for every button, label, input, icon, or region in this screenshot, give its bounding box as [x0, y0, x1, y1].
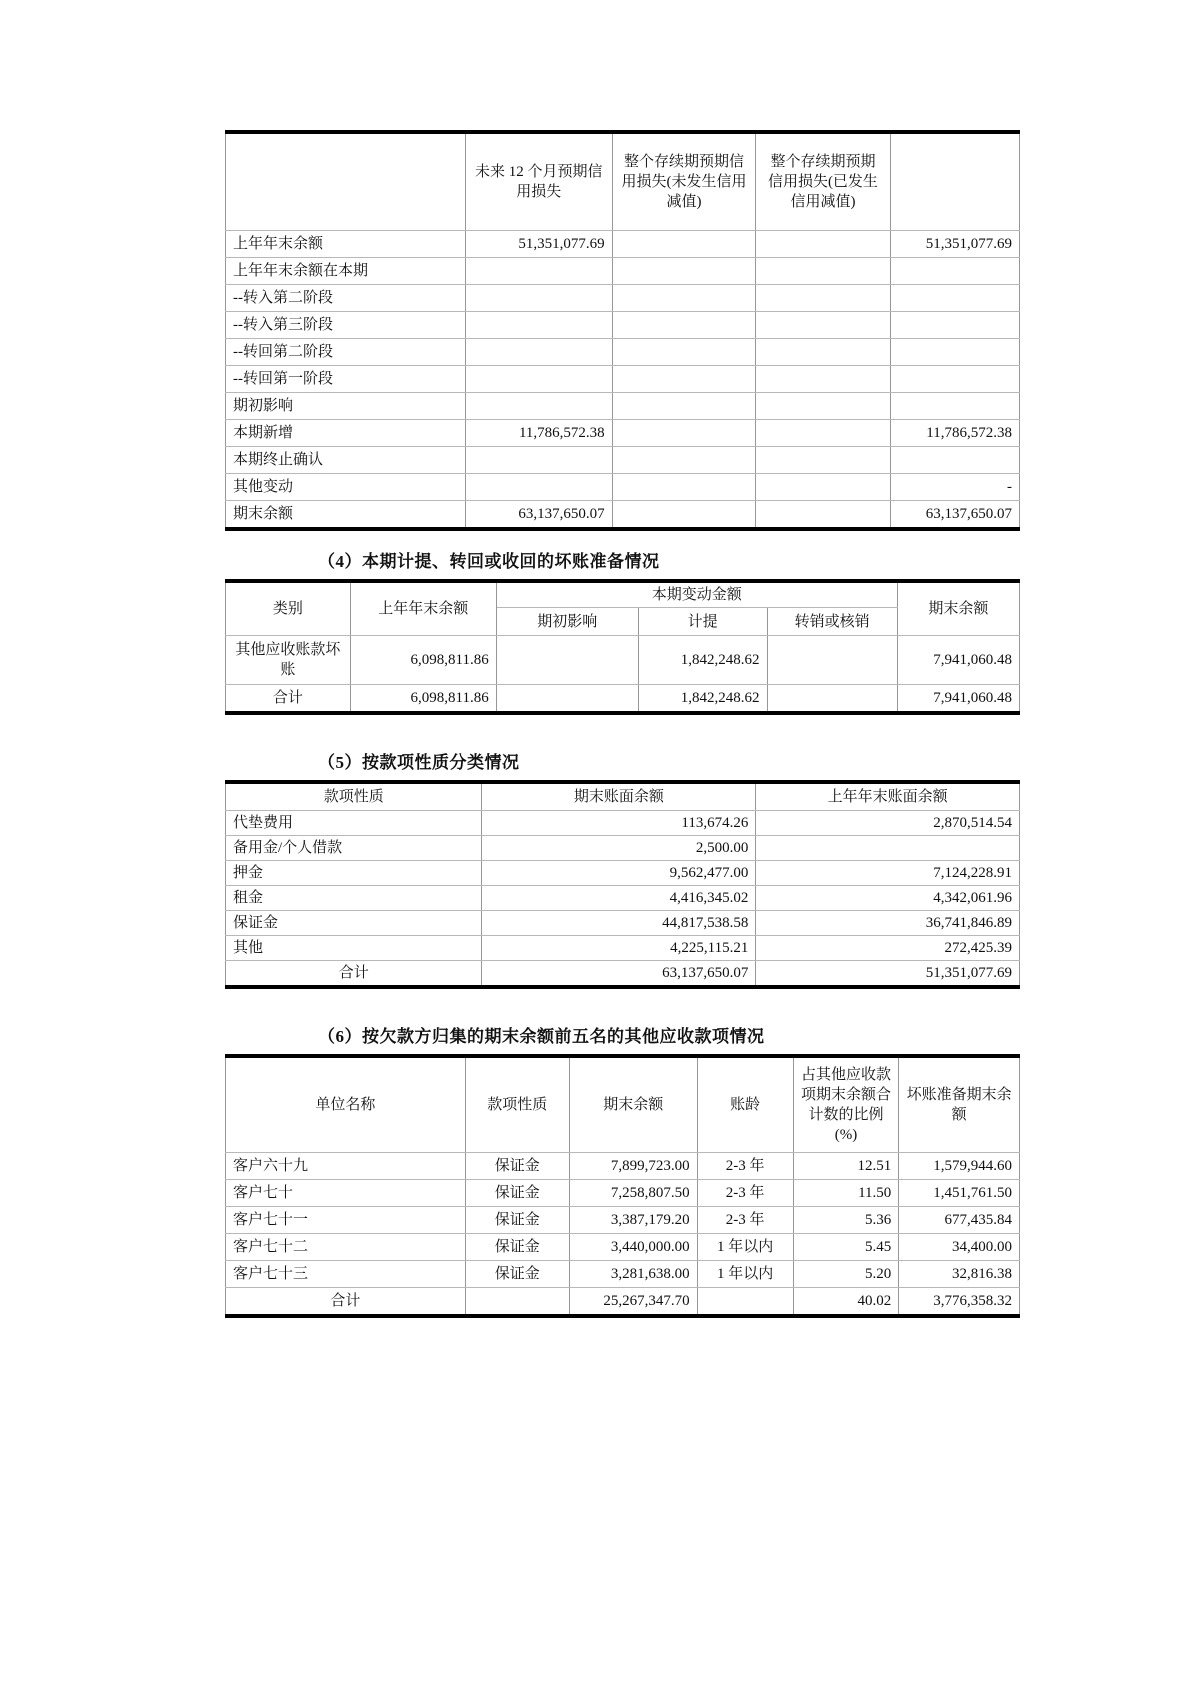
- table-row: [226, 636, 1020, 685]
- column-header-entity-name: 单位名称: [226, 1056, 466, 1153]
- row-label: 保证金: [226, 911, 482, 936]
- amount-cell: 32,816.38: [899, 1261, 1020, 1288]
- amount-cell: 4,342,061.96: [756, 886, 1020, 911]
- column-header-aging: 账龄: [697, 1056, 793, 1153]
- amount-cell: [612, 231, 756, 258]
- amount-cell: [612, 339, 756, 366]
- aging-cell: 1 年以内: [697, 1234, 793, 1261]
- table-row: [226, 231, 1020, 258]
- row-label: 其他变动: [226, 474, 466, 501]
- amount-cell: -: [890, 474, 1019, 501]
- amount-cell: [756, 501, 890, 530]
- column-header-change-group: 本期变动金额: [496, 581, 897, 608]
- row-label: 上年年末余额: [226, 231, 466, 258]
- amount-cell: [890, 312, 1019, 339]
- column-header-blank: [226, 132, 466, 231]
- amount-cell: [767, 685, 897, 714]
- amount-cell: [465, 474, 612, 501]
- amount-cell: 272,425.39: [756, 936, 1020, 961]
- column-header-opening-impact: 期初影响: [496, 608, 638, 636]
- report-content: [225, 130, 1020, 1318]
- amount-cell: [465, 393, 612, 420]
- amount-cell: 11,786,572.38: [465, 420, 612, 447]
- table-row: [226, 1207, 1020, 1234]
- column-header-ratio: 占其他应收款项期末余额合计数的比例(%): [793, 1056, 899, 1153]
- nature-cell: 保证金: [465, 1180, 569, 1207]
- column-header-prev-year-end: 上年年末余额: [350, 581, 496, 636]
- column-header-period-end-balance: 期末余额: [569, 1056, 697, 1153]
- table-row: [226, 886, 1020, 911]
- table-row: [226, 312, 1020, 339]
- amount-cell: 7,941,060.48: [897, 636, 1019, 685]
- table-row: [226, 447, 1020, 474]
- section-6-title: （6）按欠款方归集的期末余额前五名的其他应收款项情况: [318, 1027, 765, 1046]
- amount-cell: 113,674.26: [482, 811, 756, 836]
- nature-cell: 保证金: [465, 1261, 569, 1288]
- ecl-stage-movement-table: [225, 130, 1020, 531]
- table-row: [226, 1261, 1020, 1288]
- amount-cell: [756, 420, 890, 447]
- amount-cell: [612, 393, 756, 420]
- table-row: [226, 1234, 1020, 1261]
- column-header-category: 类别: [226, 581, 351, 636]
- amount-cell: 63,137,650.07: [890, 501, 1019, 530]
- amount-cell: [756, 447, 890, 474]
- table-row: [226, 339, 1020, 366]
- amount-cell: 677,435.84: [899, 1207, 1020, 1234]
- amount-cell: [612, 420, 756, 447]
- amount-cell: 6,098,811.86: [350, 636, 496, 685]
- amount-cell: [890, 339, 1019, 366]
- amount-cell: [465, 258, 612, 285]
- total-row: [226, 685, 1020, 714]
- amount-cell: 4,416,345.02: [482, 886, 756, 911]
- amount-cell: 9,562,477.00: [482, 861, 756, 886]
- table-row: [226, 366, 1020, 393]
- row-label: 客户七十三: [226, 1261, 466, 1288]
- row-label: 合计: [226, 1288, 466, 1317]
- row-label: 客户七十一: [226, 1207, 466, 1234]
- amount-cell: [890, 285, 1019, 312]
- amount-cell: 44,817,538.58: [482, 911, 756, 936]
- amount-cell: 63,137,650.07: [465, 501, 612, 530]
- amount-cell: [465, 366, 612, 393]
- table-row: [226, 836, 1020, 861]
- amount-cell: 1,579,944.60: [899, 1153, 1020, 1180]
- ratio-cell: 12.51: [793, 1153, 899, 1180]
- aging-cell: 2-3 年: [697, 1153, 793, 1180]
- amount-cell: [890, 258, 1019, 285]
- column-header-period-end: 期末余额: [897, 581, 1019, 636]
- amount-cell: [890, 393, 1019, 420]
- amount-cell: [465, 312, 612, 339]
- amount-cell: [612, 366, 756, 393]
- table-header-row: [226, 1056, 1020, 1153]
- amount-cell: [612, 312, 756, 339]
- row-label: 合计: [226, 685, 351, 714]
- column-header-total: [890, 132, 1019, 231]
- section-4-title: （4）本期计提、转回或收回的坏账准备情况: [318, 552, 660, 571]
- amount-cell: [756, 836, 1020, 861]
- column-header-prev-year-balance: 上年年末账面余额: [756, 782, 1020, 811]
- amount-cell: [756, 312, 890, 339]
- table-row: [226, 911, 1020, 936]
- table-header-row: [226, 782, 1020, 811]
- amount-cell: [756, 285, 890, 312]
- total-row: [226, 1288, 1020, 1317]
- nature-classification-table: [225, 780, 1020, 989]
- column-header-writeoff: 转销或核销: [767, 608, 897, 636]
- amount-cell: 7,124,228.91: [756, 861, 1020, 886]
- table-row: [226, 1153, 1020, 1180]
- amount-cell: [767, 636, 897, 685]
- table-row: [226, 258, 1020, 285]
- row-label: --转入第二阶段: [226, 285, 466, 312]
- amount-cell: 11,786,572.38: [890, 420, 1019, 447]
- table-row: [226, 861, 1020, 886]
- row-label: 其他: [226, 936, 482, 961]
- ratio-cell: 5.20: [793, 1261, 899, 1288]
- row-label: 期初影响: [226, 393, 466, 420]
- amount-cell: 2,870,514.54: [756, 811, 1020, 836]
- bad-debt-provision-table: [225, 579, 1020, 715]
- amount-cell: [756, 258, 890, 285]
- row-label: 其他应收账款坏账: [226, 636, 351, 685]
- amount-cell: [465, 339, 612, 366]
- row-label: 客户七十二: [226, 1234, 466, 1261]
- row-label: 押金: [226, 861, 482, 886]
- row-label: 备用金/个人借款: [226, 836, 482, 861]
- row-label: 上年年末余额在本期: [226, 258, 466, 285]
- amount-cell: [465, 447, 612, 474]
- table-row: [226, 393, 1020, 420]
- amount-cell: 3,387,179.20: [569, 1207, 697, 1234]
- table-row: [226, 936, 1020, 961]
- amount-cell: 7,258,807.50: [569, 1180, 697, 1207]
- ratio-cell: 40.02: [793, 1288, 899, 1317]
- amount-cell: 3,281,638.00: [569, 1261, 697, 1288]
- row-label: 期末余额: [226, 501, 466, 530]
- table-row: [226, 811, 1020, 836]
- row-label: 本期新增: [226, 420, 466, 447]
- amount-cell: [756, 393, 890, 420]
- amount-cell: [612, 447, 756, 474]
- aging-cell: [697, 1288, 793, 1317]
- row-label: 租金: [226, 886, 482, 911]
- amount-cell: [756, 339, 890, 366]
- amount-cell: [612, 258, 756, 285]
- amount-cell: [756, 231, 890, 258]
- amount-cell: 25,267,347.70: [569, 1288, 697, 1317]
- amount-cell: 1,451,761.50: [899, 1180, 1020, 1207]
- row-label: 合计: [226, 961, 482, 988]
- amount-cell: 7,941,060.48: [897, 685, 1019, 714]
- ratio-cell: 5.45: [793, 1234, 899, 1261]
- amount-cell: 7,899,723.00: [569, 1153, 697, 1180]
- amount-cell: [465, 285, 612, 312]
- ratio-cell: 5.36: [793, 1207, 899, 1234]
- nature-cell: [465, 1288, 569, 1317]
- top-five-debtors-table: [225, 1054, 1020, 1318]
- aging-cell: 1 年以内: [697, 1261, 793, 1288]
- row-label: 客户六十九: [226, 1153, 466, 1180]
- table-row: [226, 501, 1020, 530]
- table-row: [226, 285, 1020, 312]
- amount-cell: 2,500.00: [482, 836, 756, 861]
- column-header-lifetime-not-impaired: 整个存续期预期信用损失(未发生信用减值): [612, 132, 756, 231]
- row-label: 代垫费用: [226, 811, 482, 836]
- column-header-lifetime-impaired: 整个存续期预期信用损失(已发生信用减值): [756, 132, 890, 231]
- ratio-cell: 11.50: [793, 1180, 899, 1207]
- column-header-nature: 款项性质: [226, 782, 482, 811]
- table-row: [226, 474, 1020, 501]
- amount-cell: [496, 636, 638, 685]
- amount-cell: 4,225,115.21: [482, 936, 756, 961]
- amount-cell: [612, 501, 756, 530]
- nature-cell: 保证金: [465, 1234, 569, 1261]
- section-5-title: （5）按款项性质分类情况: [318, 753, 520, 772]
- amount-cell: 51,351,077.69: [465, 231, 612, 258]
- total-row: [226, 961, 1020, 988]
- amount-cell: 51,351,077.69: [890, 231, 1019, 258]
- nature-cell: 保证金: [465, 1207, 569, 1234]
- row-label: 本期终止确认: [226, 447, 466, 474]
- amount-cell: 1,842,248.62: [638, 636, 767, 685]
- amount-cell: [612, 285, 756, 312]
- column-header-bad-debt-balance: 坏账准备期末余额: [899, 1056, 1020, 1153]
- column-header-future-12m: 未来 12 个月预期信用损失: [465, 132, 612, 231]
- amount-cell: [890, 366, 1019, 393]
- row-label: --转入第三阶段: [226, 312, 466, 339]
- row-label: --转回第二阶段: [226, 339, 466, 366]
- amount-cell: [612, 474, 756, 501]
- nature-cell: 保证金: [465, 1153, 569, 1180]
- amount-cell: 3,440,000.00: [569, 1234, 697, 1261]
- amount-cell: 51,351,077.69: [756, 961, 1020, 988]
- column-header-nature: 款项性质: [465, 1056, 569, 1153]
- table-header-row: [226, 581, 1020, 608]
- amount-cell: [496, 685, 638, 714]
- amount-cell: 63,137,650.07: [482, 961, 756, 988]
- row-label: --转回第一阶段: [226, 366, 466, 393]
- amount-cell: 6,098,811.86: [350, 685, 496, 714]
- amount-cell: 1,842,248.62: [638, 685, 767, 714]
- amount-cell: [756, 366, 890, 393]
- amount-cell: 34,400.00: [899, 1234, 1020, 1261]
- table-row: [226, 1180, 1020, 1207]
- column-header-accrual: 计提: [638, 608, 767, 636]
- amount-cell: 36,741,846.89: [756, 911, 1020, 936]
- row-label: 客户七十: [226, 1180, 466, 1207]
- table-row: [226, 420, 1020, 447]
- aging-cell: 2-3 年: [697, 1207, 793, 1234]
- amount-cell: [890, 447, 1019, 474]
- table-header-row: [226, 132, 1020, 231]
- amount-cell: 3,776,358.32: [899, 1288, 1020, 1317]
- amount-cell: [756, 474, 890, 501]
- column-header-period-end-balance: 期末账面余额: [482, 782, 756, 811]
- aging-cell: 2-3 年: [697, 1180, 793, 1207]
